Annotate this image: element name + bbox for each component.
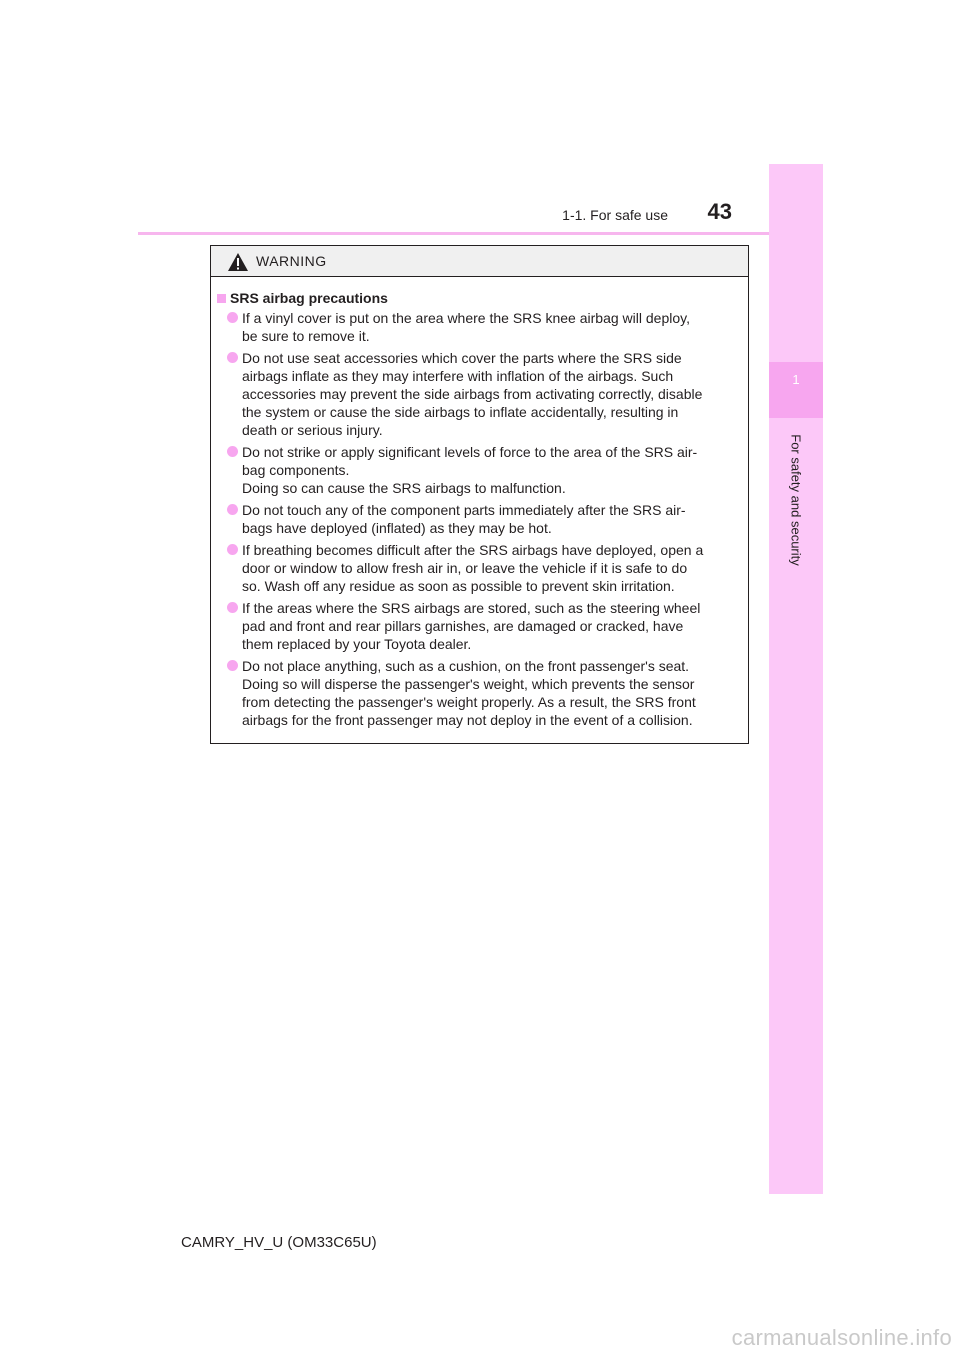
- circle-bullet-icon: [227, 446, 238, 457]
- list-item-line: accessories may prevent the side airbags from activating correctly, disable: [242, 386, 703, 402]
- page-number: 43: [707, 199, 732, 224]
- list-item-line: Do not strike or apply significant levels of force to the area of the SRS air-: [242, 444, 698, 460]
- watermark: carmanualsonline.info: [731, 1325, 952, 1350]
- warning-triangle-icon: [227, 252, 249, 272]
- warning-header: [211, 246, 748, 277]
- list-item: [217, 501, 741, 537]
- list-item-line: bags have deployed (inflated) as they may be hot.: [242, 520, 552, 536]
- list-item-line: If breathing becomes difficult after the SRS airbags have deployed, open a: [242, 542, 704, 558]
- warning-label: WARNING: [256, 253, 327, 269]
- list-item-line: Do not use seat accessories which cover the parts where the SRS side: [242, 350, 682, 366]
- circle-bullet-icon: [227, 504, 238, 515]
- header-rule: [138, 232, 822, 235]
- list-item-line: from detecting the passenger's weight properly. As a result, the SRS front: [242, 694, 696, 710]
- list-item: [217, 599, 741, 653]
- list-item-line: Do not touch any of the component parts immediately after the SRS air-: [242, 502, 686, 518]
- section-title-text: SRS airbag precautions: [230, 290, 388, 306]
- chapter-title: For safety and security: [788, 434, 804, 566]
- list-item-line: Doing so can cause the SRS airbags to malfunction.: [242, 480, 566, 496]
- chapter-side-tab: [769, 164, 823, 1194]
- chapter-number-tab[interactable]: [769, 362, 823, 418]
- circle-bullet-icon: [227, 544, 238, 555]
- section-heading: 1-1. For safe use: [562, 207, 668, 223]
- list-item-line: airbags inflate as they may interfere with inflation of the airbags. Such: [242, 368, 674, 384]
- list-item-line: death or serious injury.: [242, 422, 383, 438]
- list-item: [217, 309, 741, 345]
- square-bullet-icon: [217, 294, 226, 303]
- circle-bullet-icon: [227, 660, 238, 671]
- list-item-line: bag components.: [242, 462, 350, 478]
- circle-bullet-icon: [227, 602, 238, 613]
- list-item-line: pad and front and rear pillars garnishes, are damaged or cracked, have: [242, 618, 684, 634]
- list-item: [217, 541, 741, 595]
- list-item-line: the system or cause the side airbags to inflate accidentally, resulting in: [242, 404, 679, 420]
- chapter-number: 1: [792, 372, 800, 387]
- list-item: [217, 443, 741, 497]
- model-code: CAMRY_HV_U (OM33C65U): [181, 1234, 377, 1251]
- circle-bullet-icon: [227, 312, 238, 323]
- warning-body: [211, 277, 748, 729]
- list-item-line: Do not place anything, such as a cushion, on the front passenger's seat.: [242, 658, 690, 674]
- list-item-line: If the areas where the SRS airbags are stored, such as the steering wheel: [242, 600, 701, 616]
- list-item-line: airbags for the front passenger may not deploy in the event of a collision.: [242, 712, 693, 728]
- list-item-line: them replaced by your Toyota dealer.: [242, 636, 472, 652]
- list-item: [217, 657, 741, 729]
- list-item-line: Doing so will disperse the passenger's weight, which prevents the sensor: [242, 676, 695, 692]
- circle-bullet-icon: [227, 352, 238, 363]
- list-item-line: be sure to remove it.: [242, 328, 370, 344]
- warning-section-title: [217, 290, 741, 306]
- list-item-line: so. Wash off any residue as soon as possible to prevent skin irritation.: [242, 578, 675, 594]
- list-item-line: door or window to allow fresh air in, or leave the vehicle if it is safe to do: [242, 560, 688, 576]
- warning-box: [210, 245, 749, 744]
- list-item: [217, 349, 741, 439]
- warning-list: [217, 309, 741, 729]
- list-item-line: If a vinyl cover is put on the area where the SRS knee airbag will deploy,: [242, 310, 690, 326]
